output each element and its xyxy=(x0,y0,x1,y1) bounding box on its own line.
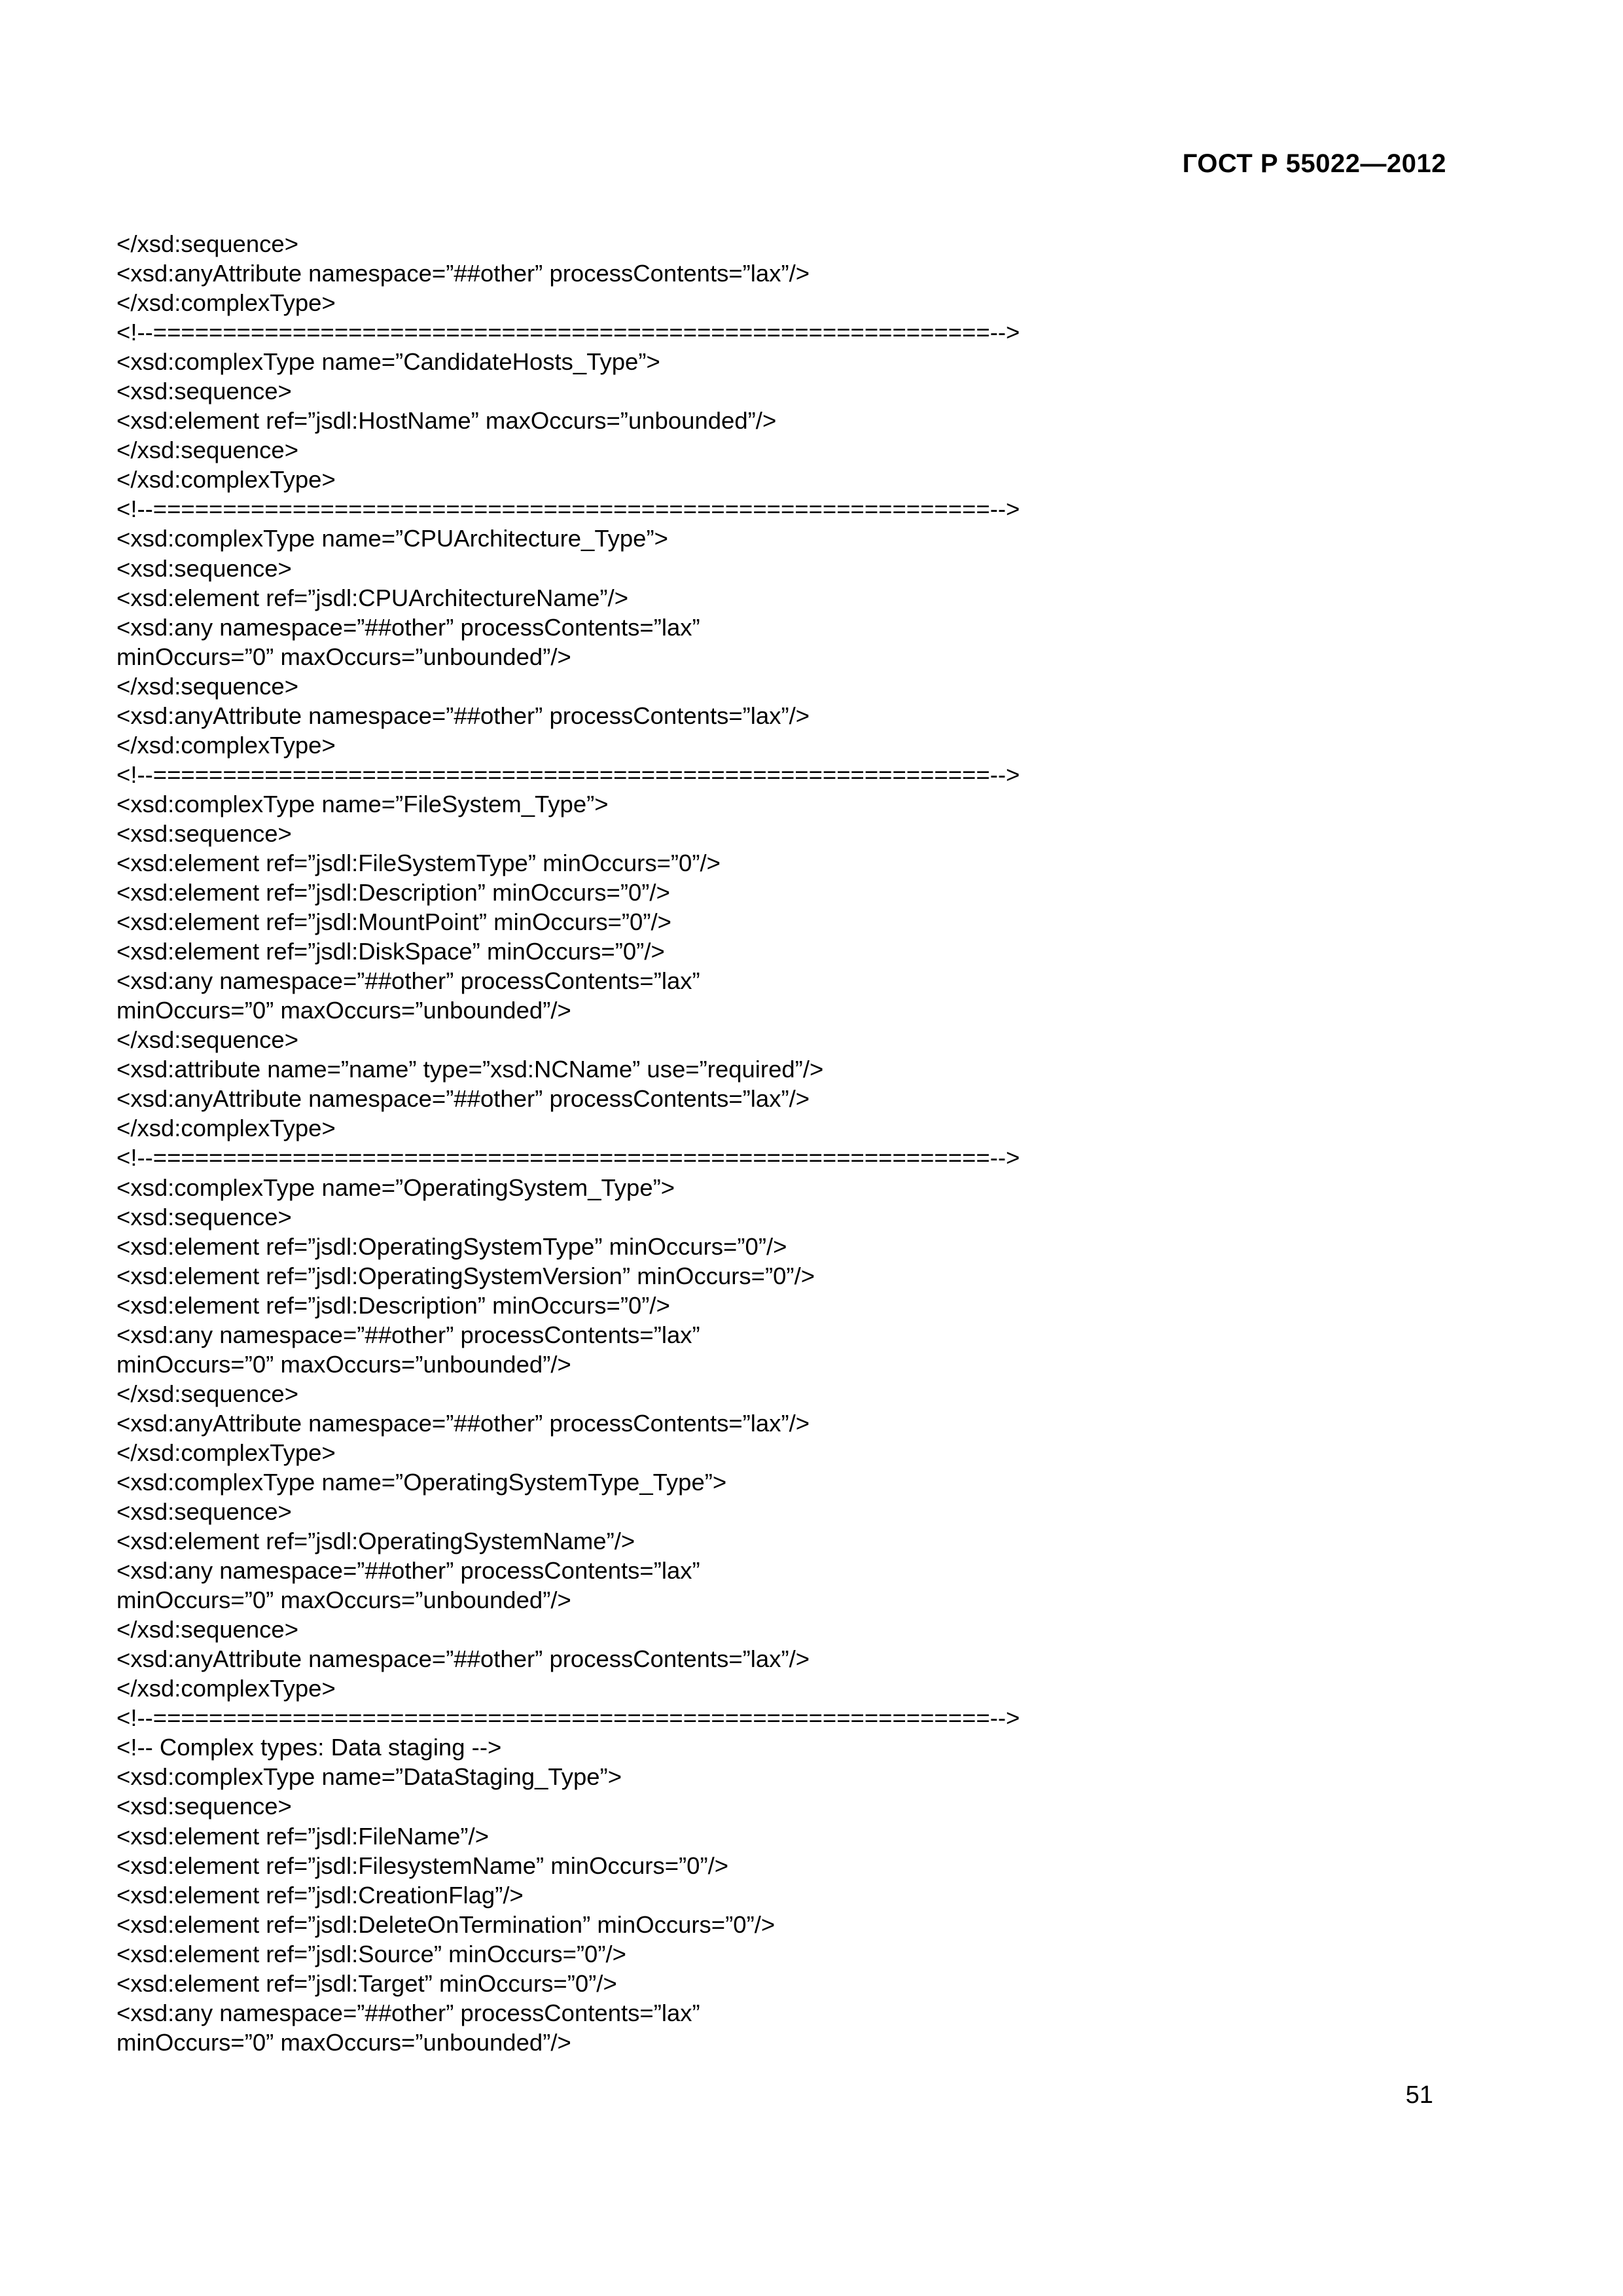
code-line: </xsd:complexType> xyxy=(116,466,336,493)
code-line: <xsd:element ref=”jsdl:CreationFlag”/> xyxy=(116,1881,524,1909)
code-line: <xsd:element ref=”jsdl:OperatingSystemVersion” minOccurs=”0”/> xyxy=(116,1262,815,1289)
code-line: <xsd:element ref=”jsdl:Source” minOccurs=”0”/> xyxy=(116,1940,626,1967)
code-line: <xsd:attribute name=”name” type=”xsd:NCName” use=”required”/> xyxy=(116,1056,824,1083)
code-line: <xsd:element ref=”jsdl:Description” minOccurs=”0”/> xyxy=(116,879,670,906)
code-line: <!--============================================================--> xyxy=(116,1704,1020,1732)
page-header-standard-code: ГОСТ Р 55022—2012 xyxy=(1182,149,1446,178)
code-line: <xsd:any namespace=”##other” processContents=”lax” xyxy=(116,1557,700,1585)
code-line: <xsd:element ref=”jsdl:Description” minOccurs=”0”/> xyxy=(116,1291,670,1319)
code-line: <xsd:complexType name=”FileSystem_Type”> xyxy=(116,790,609,817)
code-line: </xsd:sequence> xyxy=(116,1026,299,1054)
code-line: </xsd:sequence> xyxy=(116,1616,299,1643)
code-line: <xsd:element ref=”jsdl:MountPoint” minOccurs=”0”/> xyxy=(116,908,671,936)
code-line: </xsd:complexType> xyxy=(116,289,336,317)
code-line: </xsd:sequence> xyxy=(116,672,299,700)
code-line: </xsd:sequence> xyxy=(116,230,299,257)
code-line: </xsd:complexType> xyxy=(116,731,336,759)
code-line: </xsd:complexType> xyxy=(116,1439,336,1466)
code-line: <xsd:anyAttribute namespace=”##other” processContents=”lax”/> xyxy=(116,1409,810,1437)
code-line: <!-- Complex types: Data staging --> xyxy=(116,1734,502,1761)
code-line: <xsd:sequence> xyxy=(116,378,292,405)
code-line: <xsd:anyAttribute namespace=”##other” processContents=”lax”/> xyxy=(116,260,810,287)
code-line: <!--============================================================--> xyxy=(116,319,1020,346)
code-line: <xsd:complexType name=”CandidateHosts_Type”> xyxy=(116,348,660,376)
code-line: <xsd:element ref=”jsdl:FileName”/> xyxy=(116,1822,490,1850)
code-line: <xsd:any namespace=”##other” processContents=”lax” xyxy=(116,613,700,641)
code-line: <xsd:any namespace=”##other” processContents=”lax” xyxy=(116,1321,700,1348)
code-line: <xsd:complexType name=”OperatingSystem_Type”> xyxy=(116,1174,675,1201)
code-line: </xsd:complexType> xyxy=(116,1115,336,1142)
code-line: </xsd:complexType> xyxy=(116,1675,336,1702)
code-line: <xsd:any namespace=”##other” processContents=”lax” xyxy=(116,967,700,995)
code-line: <!--============================================================--> xyxy=(116,1144,1020,1172)
code-line: <xsd:complexType name=”DataStaging_Type”> xyxy=(116,1763,622,1791)
code-line: <xsd:element ref=”jsdl:CPUArchitectureName”/> xyxy=(116,584,629,611)
code-line: <xsd:complexType name=”OperatingSystemType_Type”> xyxy=(116,1468,727,1496)
code-line: <xsd:element ref=”jsdl:OperatingSystemName”/> xyxy=(116,1528,635,1555)
code-line: <xsd:anyAttribute namespace=”##other” processContents=”lax”/> xyxy=(116,702,810,729)
code-line: <xsd:sequence> xyxy=(116,819,292,847)
code-line: <xsd:element ref=”jsdl:HostName” maxOccurs=”unbounded”/> xyxy=(116,407,777,435)
xsd-code-listing xyxy=(116,229,1458,2057)
code-line: <xsd:element ref=”jsdl:OperatingSystemType” minOccurs=”0”/> xyxy=(116,1232,787,1260)
code-line: <xsd:sequence> xyxy=(116,1793,292,1820)
code-line: <xsd:element ref=”jsdl:Target” minOccurs=”0”/> xyxy=(116,1969,617,1997)
code-line: minOccurs=”0” maxOccurs=”unbounded”/> xyxy=(116,2028,571,2056)
code-line: <!--============================================================--> xyxy=(116,761,1020,788)
code-line: minOccurs=”0” maxOccurs=”unbounded”/> xyxy=(116,643,571,670)
code-line: <xsd:sequence> xyxy=(116,554,292,582)
code-line: <xsd:complexType name=”CPUArchitecture_Type”> xyxy=(116,525,668,552)
code-line: <xsd:sequence> xyxy=(116,1498,292,1526)
code-line: <xsd:anyAttribute namespace=”##other” processContents=”lax”/> xyxy=(116,1085,810,1113)
code-line: <xsd:element ref=”jsdl:FilesystemName” minOccurs=”0”/> xyxy=(116,1852,729,1879)
code-line: minOccurs=”0” maxOccurs=”unbounded”/> xyxy=(116,1587,571,1614)
code-line: minOccurs=”0” maxOccurs=”unbounded”/> xyxy=(116,1350,571,1378)
page-number: 51 xyxy=(1405,2081,1433,2109)
code-line: <xsd:element ref=”jsdl:DeleteOnTermination” minOccurs=”0”/> xyxy=(116,1910,776,1938)
code-line: <xsd:any namespace=”##other” processContents=”lax” xyxy=(116,1999,700,2026)
code-line: </xsd:sequence> xyxy=(116,437,299,464)
code-line: minOccurs=”0” maxOccurs=”unbounded”/> xyxy=(116,997,571,1024)
code-line: </xsd:sequence> xyxy=(116,1380,299,1407)
code-line: <xsd:element ref=”jsdl:FileSystemType” minOccurs=”0”/> xyxy=(116,849,721,876)
code-line: <xsd:sequence> xyxy=(116,1203,292,1230)
code-line: <!--============================================================--> xyxy=(116,495,1020,523)
code-line: <xsd:element ref=”jsdl:DiskSpace” minOccurs=”0”/> xyxy=(116,938,665,965)
code-line: <xsd:anyAttribute namespace=”##other” processContents=”lax”/> xyxy=(116,1645,810,1673)
